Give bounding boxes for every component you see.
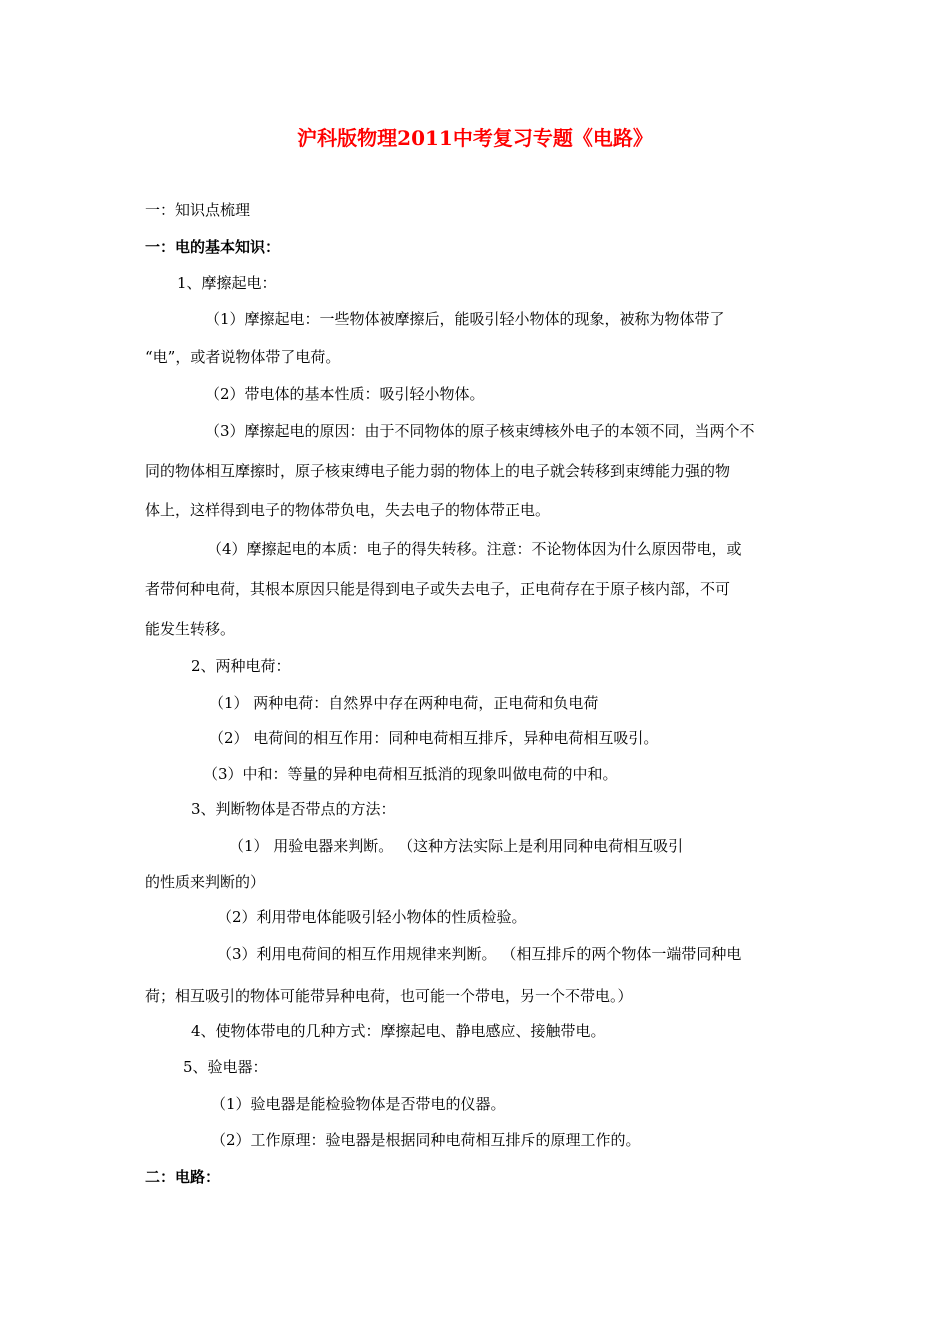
paragraph-line: 能发生转移。	[145, 620, 236, 638]
paragraph-line: （1） 用验电器来判断。 （这种方法实际上是利用同种电荷相互吸引	[229, 837, 684, 855]
subsection-heading: 4、使物体带电的几种方式：摩擦起电、静电感应、接触带电。	[191, 1022, 606, 1040]
paragraph-line: 体上，这样得到电子的物体带负电，失去电子的物体带正电。	[145, 501, 551, 519]
paragraph-line: 荷；相互吸引的物体可能带异种电荷，也可能一个带电，另一个不带电。）	[145, 987, 633, 1005]
paragraph-line: （3）摩擦起电的原因：由于不同物体的原子核束缚核外电子的本领不同，当两个不	[205, 422, 755, 440]
paragraph-line: 者带何种电荷，其根本原因只能是得到电子或失去电子，正电荷存在于原子核内部，不可	[145, 580, 731, 598]
paragraph-line: 同的物体相互摩擦时，原子核束缚电子能力弱的物体上的电子就会转移到束缚能力强的物	[145, 462, 731, 480]
paragraph-line: 的性质来判断的）	[145, 873, 266, 891]
section-heading: 一：知识点梳理	[145, 201, 251, 219]
subsection-heading: 5、验电器：	[183, 1058, 268, 1076]
subsection-heading: 3、判断物体是否带点的方法：	[191, 800, 396, 818]
paragraph-line: （4）摩擦起电的本质：电子的得失转移。注意：不论物体因为什么原因带电，或	[207, 540, 742, 558]
paragraph-line: “电”，或者说物体带了电荷。	[145, 348, 341, 366]
subsection-heading: 1、摩擦起电：	[177, 274, 277, 292]
section-heading: 二：电路：	[145, 1168, 221, 1186]
document-title: 沪科版物理2011中考复习专题《电路》	[297, 126, 653, 150]
paragraph-line: （1）验电器是能检验物体是否带电的仪器。	[211, 1095, 506, 1113]
paragraph-line: （2）带电体的基本性质：吸引轻小物体。	[205, 385, 485, 403]
subsection-heading: 2、两种电荷：	[191, 657, 291, 675]
paragraph-line: （1） 两种电荷：自然界中存在两种电荷，正电荷和负电荷	[209, 694, 599, 712]
paragraph-line: （1）摩擦起电：一些物体被摩擦后，能吸引轻小物体的现象，被称为物体带了	[205, 310, 725, 328]
paragraph-line: （2）利用带电体能吸引轻小物体的性质检验。	[217, 908, 527, 926]
paragraph-line: （2） 电荷间的相互作用：同种电荷相互排斥，异种电荷相互吸引。	[209, 729, 659, 747]
section-heading: 一：电的基本知识：	[145, 238, 281, 256]
paragraph-line: （2）工作原理：验电器是根据同种电荷相互排斥的原理工作的。	[211, 1131, 641, 1149]
paragraph-line: （3）利用电荷间的相互作用规律来判断。 （相互排斥的两个物体一端带同种电	[217, 945, 742, 963]
paragraph-line: （3）中和：等量的异种电荷相互抵消的现象叫做电荷的中和。	[203, 765, 618, 783]
